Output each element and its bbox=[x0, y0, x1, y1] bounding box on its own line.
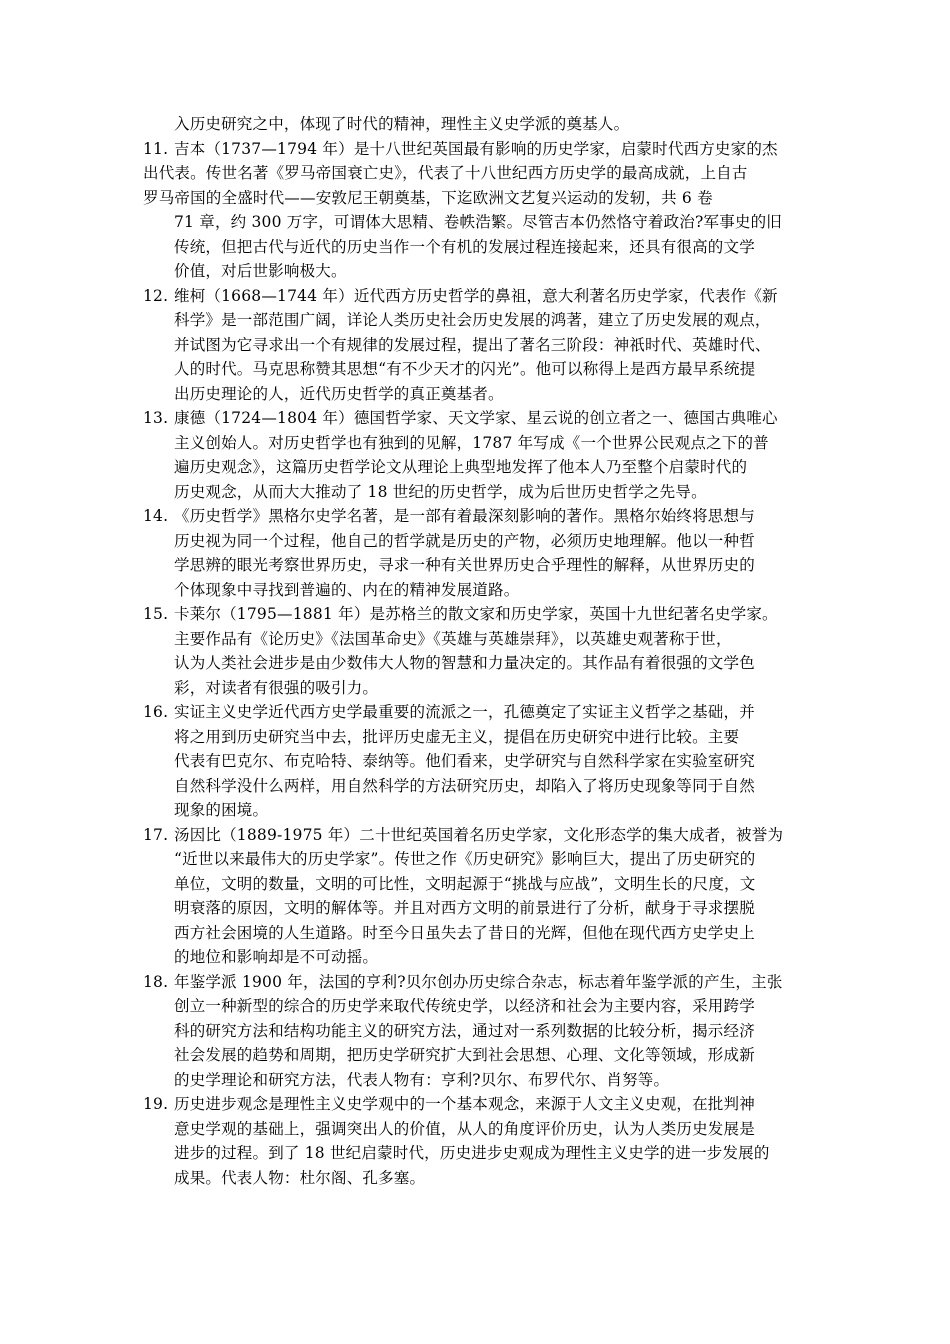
list-item-start-line bbox=[143, 137, 815, 162]
list-item-start-line bbox=[143, 504, 815, 529]
text-line bbox=[143, 774, 815, 799]
line-text: 价值，对后世影响极大。 bbox=[174, 262, 347, 280]
line-text: 社会发展的趋势和周期，把历史学研究扩大到社会思想、心理、文化等领域，形成新 bbox=[174, 1046, 755, 1064]
text-line bbox=[143, 725, 815, 750]
text-line bbox=[143, 1068, 815, 1093]
text-line bbox=[143, 333, 815, 358]
line-text: 入历史研究之中，体现了时代的精神，理性主义史学派的奠基人。 bbox=[174, 115, 630, 133]
line-text: 个体现象中寻找到普遍的、内在的精神发展道路。 bbox=[174, 580, 520, 599]
list-item-number: 16. bbox=[143, 703, 169, 721]
line-text: 历史观念，从而大大推动了 18 世纪的历史哲学，成为后世历史哲学之先导。 bbox=[174, 482, 707, 501]
line-text: 的史学理论和研究方法，代表人物有：亨利?贝尔、布罗代尔、肖努等。 bbox=[174, 1070, 670, 1089]
line-text: 主义创始人。对历史哲学也有独到的见解，1787 年写成《一个世界公民观点之下的普 bbox=[174, 433, 769, 452]
line-text: 遍历史观念》，这篇历史哲学论文从理论上典型地发挥了他本人乃至整个启蒙时代的 bbox=[174, 458, 748, 476]
line-text: 罗马帝国的全盛时代——安敦尼王朝奠基，下迄欧洲文艺复兴运动的发轫，共 6 卷 bbox=[143, 188, 713, 207]
text-line bbox=[143, 896, 815, 921]
line-text: 单位，文明的数量，文明的可比性，文明起源于“挑战与应战”，文明生长的尺度，文 bbox=[174, 874, 756, 893]
text-line bbox=[143, 994, 815, 1019]
line-text: 《历史哲学》黑格尔史学名著，是一部有着最深刻影响的著作。黑格尔始终将思想与 bbox=[174, 507, 755, 525]
list-item-number: 13. bbox=[143, 409, 169, 427]
list-item-start-line bbox=[143, 700, 815, 725]
line-text: 维柯（1668—1744 年）近代西方历史哲学的鼻祖，意大利著名历史学家，代表作《新 bbox=[174, 286, 778, 305]
text-line bbox=[143, 553, 815, 578]
text-line bbox=[143, 1141, 815, 1166]
line-text: 现象的困境。 bbox=[174, 801, 269, 819]
text-line bbox=[143, 161, 815, 186]
list-item-number: 11. bbox=[143, 139, 169, 158]
text-line bbox=[143, 578, 815, 603]
text-line bbox=[143, 210, 815, 235]
list-item-number: 14. bbox=[143, 507, 169, 525]
line-text: 意史学观的基础上，强调突出人的价值，从人的角度评价历史，认为人类历史发展是 bbox=[174, 1119, 755, 1138]
line-text: 的地位和影响却是不可动摇。 bbox=[174, 948, 379, 966]
text-line bbox=[143, 1019, 815, 1044]
line-text: 康德（1724—1804 年）德国哲学家、天文学家、星云说的创立者之一、德国古典唯心 bbox=[174, 409, 778, 427]
list-item-start-line bbox=[143, 602, 815, 627]
line-text: 历史进步观念是理性主义史学观中的一个基本观念，来源于人文主义史观，在批判神 bbox=[174, 1095, 755, 1113]
list-item-start-line bbox=[143, 284, 815, 309]
list-item-number: 19. bbox=[143, 1095, 169, 1113]
list-item-number: 12. bbox=[143, 286, 169, 305]
text-line bbox=[143, 529, 815, 554]
document-page bbox=[143, 112, 815, 1190]
list-item-start-line bbox=[143, 1092, 815, 1117]
line-text: 进步的过程。到了 18 世纪启蒙时代，历史进步史观成为理性主义史学的进一步发展的 bbox=[174, 1144, 770, 1162]
text-line bbox=[143, 749, 815, 774]
line-text: 吉本（1737—1794 年）是十八世纪英国最有影响的历史学家，启蒙时代西方史家的杰 bbox=[174, 139, 778, 158]
line-text: 创立一种新型的综合的历史学来取代传统史学，以经济和社会为主要内容，采用跨学 bbox=[174, 997, 755, 1015]
text-line bbox=[143, 1166, 815, 1191]
line-text: 学思辨的眼光考察世界历史，寻求一种有关世界历史合乎理性的解释，从世界历史的 bbox=[174, 556, 755, 574]
line-text: 成果。代表人物：杜尔阁、孔多塞。 bbox=[174, 1168, 426, 1187]
text-line bbox=[143, 627, 815, 652]
list-item-number: 18. bbox=[143, 972, 169, 991]
text-line bbox=[143, 112, 815, 137]
line-text: 将之用到历史研究当中去，批评历史虚无主义，提倡在历史研究中进行比较。主要 bbox=[174, 727, 740, 746]
line-text: 汤因比（1889-1975 年）二十世纪英国着名历史学家，文化形态学的集大成者，被誉为 bbox=[174, 825, 784, 844]
line-text: 71 章，约 300 万字，可谓体大思精、卷帙浩繁。尽管吉本仍然恪守着政治?军事史的旧 bbox=[174, 213, 783, 231]
line-text: 自然科学没什么两样，用自然科学的方法研究历史，却陷入了将历史现象等同于自然 bbox=[174, 776, 755, 795]
list-item-start-line bbox=[143, 970, 815, 995]
line-text: 卡莱尔（1795—1881 年）是苏格兰的散文家和历史学家，英国十九世纪著名史学家。 bbox=[174, 605, 778, 623]
text-line bbox=[143, 847, 815, 872]
line-text: 代表有巴克尔、布克哈特、泰纳等。他们看来，史学研究与自然科学家在实验室研究 bbox=[174, 752, 755, 770]
line-text: 主要作品有《论历史》《法国革命史》《英雄与英雄崇拜》，以英雄史观著称于世， bbox=[174, 629, 732, 648]
list-item-number: 15. bbox=[143, 605, 169, 623]
text-line bbox=[143, 382, 815, 407]
text-line bbox=[143, 798, 815, 823]
text-line bbox=[143, 651, 815, 676]
line-text: 科学》是一部范围广阔，详论人类历史社会历史发展的鸿著，建立了历史发展的观点， bbox=[174, 311, 771, 329]
text-line bbox=[143, 455, 815, 480]
text-line bbox=[143, 921, 815, 946]
text-line bbox=[143, 1117, 815, 1142]
line-text: 彩，对读者有很强的吸引力。 bbox=[174, 678, 379, 697]
text-line bbox=[143, 357, 815, 382]
line-text: 传统，但把古代与近代的历史当作一个有机的发展过程连接起来，还具有很高的文学 bbox=[174, 237, 755, 256]
list-item-start-line bbox=[143, 406, 815, 431]
line-text: 实证主义史学近代西方史学最重要的流派之一，孔德奠定了实证主义哲学之基础，并 bbox=[174, 703, 755, 721]
line-text: 科的研究方法和结构功能主义的研究方法，通过对一系列数据的比较分析，揭示经济 bbox=[174, 1021, 755, 1040]
text-line bbox=[143, 259, 815, 284]
text-line bbox=[143, 872, 815, 897]
line-text: 人的时代。马克思称赞其思想“有不少天才的闪光”。他可以称得上是西方最早系统提 bbox=[174, 360, 756, 378]
line-text: 明衰落的原因，文明的解体等。并且对西方文明的前景进行了分析，献身于寻求摆脱 bbox=[174, 899, 755, 917]
text-line bbox=[143, 186, 815, 211]
line-text: 历史视为同一个过程，他自己的哲学就是历史的产物，必须历史地理解。他以一种哲 bbox=[174, 531, 755, 550]
text-line bbox=[143, 431, 815, 456]
text-line bbox=[143, 676, 815, 701]
list-item-number: 17. bbox=[143, 825, 169, 844]
text-line bbox=[143, 945, 815, 970]
line-text: 并试图为它寻求出一个有规律的发展过程，提出了著名三阶段：神祇时代、英雄时代、 bbox=[174, 335, 771, 354]
text-line bbox=[143, 480, 815, 505]
text-line bbox=[143, 235, 815, 260]
text-line bbox=[143, 308, 815, 333]
line-text: 出代表。传世名著《罗马帝国衰亡史》，代表了十八世纪西方历史学的最高成就，上自古 bbox=[143, 164, 748, 182]
line-text: 出历史理论的人，近代历史哲学的真正奠基者。 bbox=[174, 384, 504, 403]
text-line bbox=[143, 1043, 815, 1068]
line-text: 认为人类社会进步是由少数伟大人物的智慧和力量决定的。其作品有着很强的文学色 bbox=[174, 654, 755, 672]
list-item-start-line bbox=[143, 823, 815, 848]
line-text: 西方社会困境的人生道路。时至今日虽失去了昔日的光辉，但他在现代西方史学史上 bbox=[174, 923, 755, 942]
line-text: “近世以来最伟大的历史学家”。传世之作《历史研究》影响巨大，提出了历史研究的 bbox=[174, 850, 756, 868]
line-text: 年鉴学派 1900 年，法国的亨利?贝尔创办历史综合杂志，标志着年鉴学派的产生，主张 bbox=[174, 972, 783, 991]
